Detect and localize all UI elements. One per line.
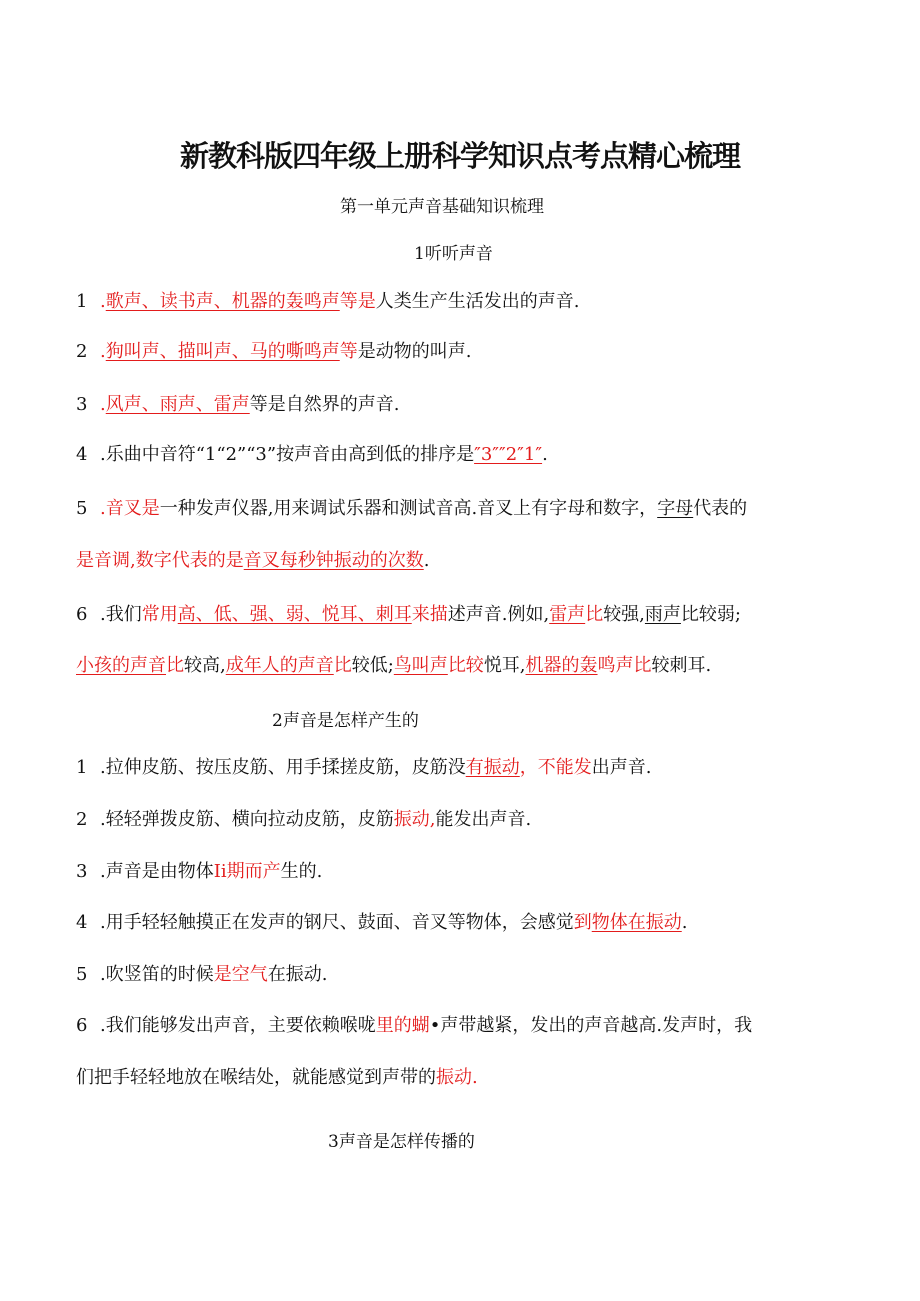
lesson1-item-3: 3 .风声、雨声、雷声等是自然界的声音. xyxy=(76,394,400,415)
lesson1-item-4: 4 .乐曲中音符“1“2”“3”按声音由高到低的排序是″3″″2″1″. xyxy=(76,444,548,465)
item-number: 5 xyxy=(76,964,88,985)
lesson1-heading: 1听听声音 xyxy=(414,244,493,264)
item-number: 4 xyxy=(76,912,88,933)
lesson2-item-6-cont: 们把手轻轻地放在喉结处，就能感觉到声带的振动. xyxy=(76,1067,478,1088)
lesson2-item-4: 4 .用手轻轻触摸正在发声的钢尺、鼓面、音叉等物体，会感觉到物体在振动. xyxy=(76,912,688,933)
item-number: 1 xyxy=(76,291,88,312)
lesson1-item-6-cont: 小孩的声音比较高,成年人的声音比较低;鸟叫声比较悦耳,机器的轰鸣声比较刺耳. xyxy=(76,655,712,676)
item-number: 5 xyxy=(76,498,88,519)
item-number: 3 xyxy=(76,861,88,882)
lesson1-item-1: 1 .歌声、读书声、机器的轰鸣声等是人类生产生活发出的声音. xyxy=(76,291,580,312)
document-title: 新教科版四年级上册科学知识点考点精心梳理 xyxy=(179,139,740,173)
lesson2-item-5: 5 .吹竖笛的时候是空气在振动. xyxy=(76,964,328,985)
item-number: 6 xyxy=(76,604,88,625)
lesson2-item-3: 3 .声音是由物体Ii期而产生的. xyxy=(76,861,323,882)
item-number: 4 xyxy=(76,444,88,465)
item-number: 6 xyxy=(76,1015,88,1036)
lesson1-item-5: 5 .音叉是一种发声仪器,用来调试乐器和测试音高.音叉上有字母和数字，字母代表的 xyxy=(76,498,748,519)
item-number: 2 xyxy=(76,341,88,362)
item-number: 3 xyxy=(76,394,88,415)
lesson2-heading: 2声音是怎样产生的 xyxy=(272,711,419,731)
lesson3-heading: 3声音是怎样传播的 xyxy=(328,1132,475,1152)
unit-heading: 第一单元声音基础知识梳理 xyxy=(340,197,544,217)
item-number: 2 xyxy=(76,809,88,830)
lesson1-item-6: 6 .我们常用高、低、强、弱、悦耳、刺耳来描述声音.例如,雷声比较强,雨声比较弱; xyxy=(76,604,741,625)
item-number: 1 xyxy=(76,757,88,778)
lesson2-item-6: 6 .我们能够发出声音，主要依赖喉咙里的蝴•声带越紧，发出的声音越高.发声时，我 xyxy=(76,1015,753,1036)
lesson2-item-2: 2 .轻轻弹拨皮筋、横向拉动皮筋，皮筋振动,能发出声音. xyxy=(76,809,532,830)
lesson2-item-1: 1 .拉伸皮筋、按压皮筋、用手揉搓皮筋，皮筋没有振动，不能发出声音. xyxy=(76,757,652,778)
lesson1-item-2: 2 .狗叫声、描叫声、马的嘶鸣声等是动物的叫声. xyxy=(76,341,472,362)
lesson1-item-5-cont: 是音调,数字代表的是音叉每秒钟振动的次数. xyxy=(76,550,430,571)
